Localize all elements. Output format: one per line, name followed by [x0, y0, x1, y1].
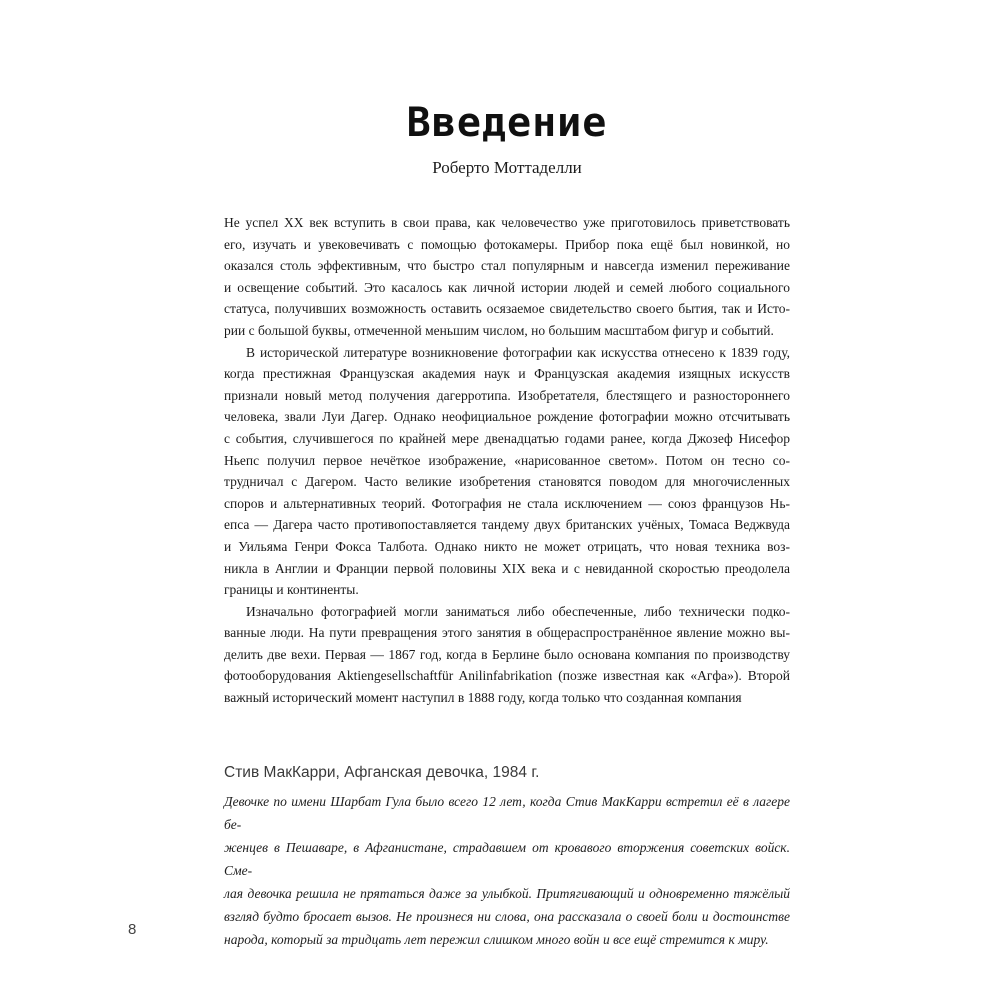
body-text-line: важный исторический момент наступил в 1888 году, когда только что созданная компания [224, 690, 742, 706]
body-text-line: епса — Дагера часто противопоставляется тандему двух британских учёных, Томаса Веджвуда [224, 517, 790, 533]
author-name: Роберто Моттаделли [432, 158, 582, 177]
body-text-line: фотооборудования Aktiengesellschaftfür Anilinfabrikation (позже известная как «Агфа»). Второй [224, 668, 790, 684]
body-text-line: В исторической литературе возникновение фотографии как искусства отнесено к 1839 году, [246, 344, 790, 360]
body-text-line: ванные люди. На пути превращения этого занятия в общераспространённое явление можно вы- [224, 625, 790, 641]
body-text-line: и освещение событий. Это касалось как личной истории людей и семей любого социального [224, 279, 790, 295]
body-text-line: его, изучать и увековечивать с помощью фотокамеры. Прибор пока ещё был новинкой, но [224, 236, 790, 252]
page-number: 8 [128, 921, 137, 938]
body-text-line: оказался столь эффективным, что быстро стал популярным и навсегда изменил переживание [224, 258, 790, 274]
body-text-line: статуса, получивших возможность оставить осязаемое свидетельство своего бытия, так и Исто- [224, 301, 790, 317]
body-text-line: рии с большой буквы, отмеченной меньшим числом, но большим масштабом фигур и событий. [224, 322, 774, 338]
body-text-line: Ньепс получил первое нечёткое изображение, «нарисованное светом». Потом он тесно со- [224, 452, 790, 468]
page-title: Введение [406, 100, 608, 146]
body-text-line: трудничал с Дагером. Часто великие изобретения становятся поводом для многочисленных [224, 474, 790, 490]
body-text-line: споров и альтернативных теорий. Фотография не стала исключением — союз французов Нь- [224, 495, 790, 511]
photo-caption-heading: Стив МакКарри, Афганская девочка, 1984 г. [224, 764, 540, 781]
body-text-line: никла в Англии и Франции первой половины XIX века и с невиданной скоростью преодолела [224, 560, 790, 576]
caption-text-line: лая девочка решила не прятаться даже за улыбкой. Притягивающий и одновременно тяжёлый [224, 886, 790, 901]
body-text-line: и Уильяма Генри Фокса Талбота. Однако никто не может отрицать, что новая техника воз- [224, 538, 790, 554]
photo-caption-text [224, 790, 790, 951]
caption-text-line: Девочке по имени Шарбат Гула было всего 12 лет, когда Стив МакКарри встретил её в лагере бе- [224, 794, 790, 832]
body-text-line: человека, звали Луи Дагер. Однако неофициальное рождение фотографии можно отсчитывать [224, 409, 790, 425]
body-text-line: когда престижная Французская академия наук и Французская академия изящных искусств [224, 366, 790, 382]
intro-paragraphs [224, 212, 790, 709]
body-text-line: границы и континенты. [224, 582, 359, 598]
body-text-line: Изначально фотографией могли заниматься либо обеспеченные, либо технически подко- [246, 603, 790, 619]
body-text-line: Не успел XX век вступить в свои права, как человечество уже приготовилось приветствовать [224, 215, 790, 230]
caption-text-line: женцев в Пешаваре, в Афганистане, страдавшем от кровавого вторжения советских войск. Сме- [224, 840, 790, 878]
body-text-line: с события, случившегося по крайней мере двенадцатью годами ранее, когда Джозеф Нисефор [224, 430, 790, 446]
caption-text-line: народа, который за тридцать лет пережил слишком много войн и все ещё стремится к миру. [224, 932, 769, 947]
caption-text-line: взгляд будто бросает вызов. Не произнеся ни слова, она рассказала о своей боли и достоинстве [224, 909, 790, 924]
body-text-line: признали новый метод получения дагерротипа. Изобретателя, блестящего и разностороннего [224, 387, 790, 403]
body-text-line: делить две вехи. Первая — 1867 год, когда в Берлине было основана компания по производству [224, 646, 790, 662]
